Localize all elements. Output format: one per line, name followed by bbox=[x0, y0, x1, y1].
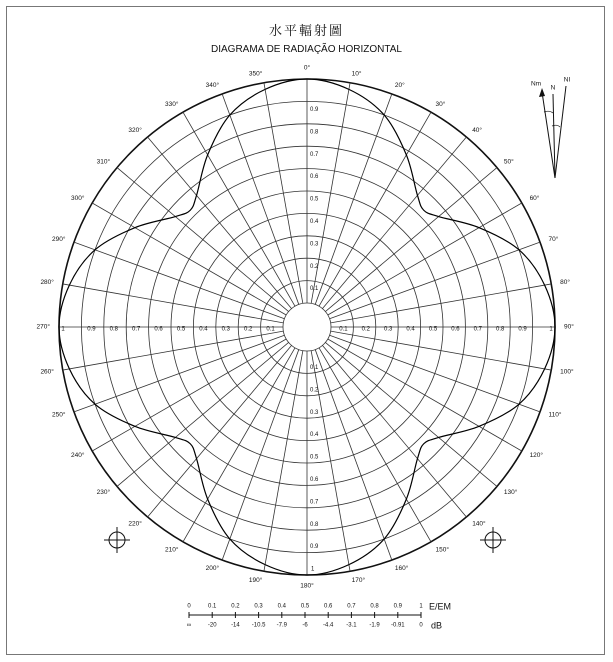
scale-ratio-label-7: 0.7 bbox=[347, 603, 356, 610]
radial-line-190 bbox=[264, 351, 303, 572]
radial-label-left-0.7: 0.7 bbox=[132, 326, 141, 333]
angle-label-340: 340° bbox=[205, 82, 220, 90]
radial-line-100 bbox=[331, 331, 552, 370]
radial-label-up-0.4: 0.4 bbox=[310, 218, 319, 225]
scale-ratio-label-0: 0 bbox=[187, 603, 191, 610]
radial-line-140 bbox=[322, 345, 466, 517]
angle-label-130: 130° bbox=[503, 488, 518, 496]
radial-line-170 bbox=[311, 351, 350, 572]
scale-db-label-2: -14 bbox=[231, 622, 240, 629]
radial-label-down-0.4: 0.4 bbox=[310, 432, 319, 439]
angle-label-90: 90° bbox=[564, 323, 574, 331]
crosshair-icon bbox=[480, 527, 506, 553]
radial-label-down-0.2: 0.2 bbox=[310, 387, 319, 394]
angle-label-110: 110° bbox=[548, 411, 562, 419]
radial-label-left-0.9: 0.9 bbox=[87, 326, 96, 333]
angle-label-100: 100° bbox=[560, 368, 574, 376]
angle-label-0: 0° bbox=[303, 64, 311, 72]
radial-label-left-1: 1 bbox=[61, 326, 65, 333]
scale-db-label-3: -10.5 bbox=[251, 622, 266, 629]
angle-label-20: 20° bbox=[394, 82, 405, 90]
scale-db-label-8: -1.9 bbox=[369, 622, 380, 629]
compass-arrow-icon bbox=[539, 88, 545, 97]
scale-db-label-0: ∞ bbox=[186, 622, 192, 629]
angle-label-50: 50° bbox=[503, 158, 514, 166]
scale-ratio-label-1: 0.1 bbox=[208, 603, 217, 610]
scale-ratio-label-6: 0.6 bbox=[324, 603, 333, 610]
scale-db-label-1: -20 bbox=[207, 622, 217, 629]
radial-label-down-0.8: 0.8 bbox=[310, 521, 319, 528]
radial-line-220 bbox=[148, 345, 292, 517]
radial-line-320 bbox=[148, 137, 292, 309]
angle-label-310: 310° bbox=[96, 158, 111, 166]
radial-label-up-0.3: 0.3 bbox=[310, 241, 319, 248]
angle-label-60: 60° bbox=[529, 195, 540, 203]
angle-label-150: 150° bbox=[435, 546, 449, 554]
scale-db-label-4: -7.9 bbox=[276, 622, 287, 629]
angle-label-180: 180° bbox=[300, 582, 314, 590]
radial-label-left-0.4: 0.4 bbox=[199, 326, 208, 333]
radial-line-10 bbox=[311, 83, 350, 304]
angle-label-280: 280° bbox=[40, 279, 54, 287]
radial-label-down-0.6: 0.6 bbox=[310, 476, 319, 483]
angle-label-210: 210° bbox=[165, 546, 179, 554]
scale-db-label-7: -3.1 bbox=[346, 622, 357, 629]
radial-line-130 bbox=[325, 342, 497, 486]
scale-ratio-label-8: 0.8 bbox=[370, 603, 379, 610]
compass-arc-icon bbox=[552, 125, 560, 127]
radial-label-left-0.5: 0.5 bbox=[176, 326, 186, 333]
chart-title: DIAGRAMA DE RADIAÇÃO HORIZONTAL bbox=[211, 44, 402, 55]
radial-line-230 bbox=[117, 342, 289, 486]
compass-label-n: N bbox=[550, 84, 556, 92]
radial-line-40 bbox=[322, 137, 466, 309]
angle-label-290: 290° bbox=[52, 235, 66, 243]
radial-label-down-0.3: 0.3 bbox=[310, 409, 319, 416]
radial-label-up-0.8: 0.8 bbox=[310, 129, 319, 136]
scale-ratio-label-5: 0.5 bbox=[300, 603, 310, 610]
compass-label-nm: Nm bbox=[530, 80, 542, 88]
angle-label-200: 200° bbox=[205, 565, 220, 573]
radial-label-up-0.6: 0.6 bbox=[310, 174, 319, 181]
radial-label-right-0.6: 0.6 bbox=[451, 326, 460, 333]
compass-label-ni: NI bbox=[563, 76, 571, 84]
radial-line-310 bbox=[117, 168, 289, 312]
angle-label-140: 140° bbox=[472, 520, 486, 528]
angle-label-230: 230° bbox=[96, 488, 111, 496]
radial-label-down-0.1: 0.1 bbox=[310, 364, 319, 371]
radial-label-left-0.8: 0.8 bbox=[109, 326, 118, 333]
angle-label-120: 120° bbox=[529, 452, 544, 460]
radial-label-right-0.3: 0.3 bbox=[384, 326, 393, 333]
scale-ratio-label-2: 0.2 bbox=[231, 603, 240, 610]
compass-needle-ni bbox=[555, 86, 566, 178]
scale-ratio-label-4: 0.4 bbox=[277, 603, 286, 610]
radial-label-down-1: 1 bbox=[311, 566, 315, 573]
angle-label-320: 320° bbox=[128, 126, 142, 134]
radial-line-260 bbox=[63, 331, 284, 370]
scale-ratio-label-3: 0.3 bbox=[254, 603, 263, 610]
grid-circle-inner bbox=[283, 303, 331, 351]
angle-label-80: 80° bbox=[560, 279, 570, 287]
radial-line-50 bbox=[325, 168, 497, 312]
scale-db-label-5: -6 bbox=[302, 622, 308, 629]
scale-db-unit: dB bbox=[431, 620, 443, 631]
radial-label-up-0.7: 0.7 bbox=[310, 151, 319, 158]
radial-label-down-0.9: 0.9 bbox=[310, 544, 319, 551]
angle-label-330: 330° bbox=[165, 101, 179, 109]
scale-ratio-unit: E/EM bbox=[429, 601, 452, 612]
angle-label-70: 70° bbox=[548, 235, 559, 243]
radial-label-down-0.7: 0.7 bbox=[310, 499, 319, 506]
radial-label-up-0.9: 0.9 bbox=[310, 106, 319, 113]
radial-label-right-0.9: 0.9 bbox=[518, 326, 527, 333]
angle-label-190: 190° bbox=[248, 576, 263, 584]
angle-label-160: 160° bbox=[394, 565, 409, 573]
radial-label-up-0.5: 0.5 bbox=[310, 196, 319, 203]
angle-label-300: 300° bbox=[70, 195, 85, 203]
scale-db-label-6: -4.4 bbox=[323, 622, 334, 629]
radial-label-right-0.1: 0.1 bbox=[339, 326, 348, 333]
radial-label-up-0.2: 0.2 bbox=[310, 263, 319, 270]
scale-db-label-10: 0 bbox=[419, 622, 423, 629]
radial-label-right-0.8: 0.8 bbox=[496, 326, 505, 333]
radial-line-280 bbox=[63, 284, 284, 323]
radial-label-down-0.5: 0.5 bbox=[310, 454, 319, 461]
radial-label-right-0.7: 0.7 bbox=[473, 326, 482, 333]
angle-label-250: 250° bbox=[52, 411, 66, 419]
angle-label-260: 260° bbox=[40, 368, 54, 376]
scale-ratio-label-10: 1 bbox=[419, 603, 423, 610]
radial-label-up-0.1: 0.1 bbox=[310, 286, 319, 293]
radial-label-left-0.6: 0.6 bbox=[154, 326, 163, 333]
radial-line-80 bbox=[331, 284, 552, 323]
radial-line-350 bbox=[264, 83, 303, 304]
radial-label-right-0.2: 0.2 bbox=[361, 326, 370, 333]
angle-label-350: 350° bbox=[248, 70, 263, 78]
radial-label-left-0.3: 0.3 bbox=[221, 326, 230, 333]
angle-label-30: 30° bbox=[435, 101, 446, 109]
angle-label-270: 270° bbox=[36, 323, 50, 331]
chart-title-chinese: 水平輻射圖 bbox=[268, 24, 344, 39]
radial-label-right-0.4: 0.4 bbox=[406, 326, 415, 333]
angle-label-240: 240° bbox=[70, 452, 85, 460]
crosshair-icon bbox=[104, 527, 130, 553]
compass-indicator bbox=[539, 86, 566, 178]
scale-ratio-label-9: 0.9 bbox=[393, 603, 402, 610]
radial-label-left-0.2: 0.2 bbox=[244, 326, 253, 333]
angle-label-220: 220° bbox=[128, 520, 142, 528]
radial-label-right-0.5: 0.5 bbox=[428, 326, 438, 333]
angle-label-170: 170° bbox=[351, 576, 366, 584]
angle-label-40: 40° bbox=[472, 126, 483, 134]
angle-label-10: 10° bbox=[351, 70, 362, 78]
scale-db-label-9: -0.91 bbox=[390, 622, 405, 629]
radial-label-left-0.1: 0.1 bbox=[266, 326, 275, 333]
radial-label-right-1: 1 bbox=[549, 326, 553, 333]
